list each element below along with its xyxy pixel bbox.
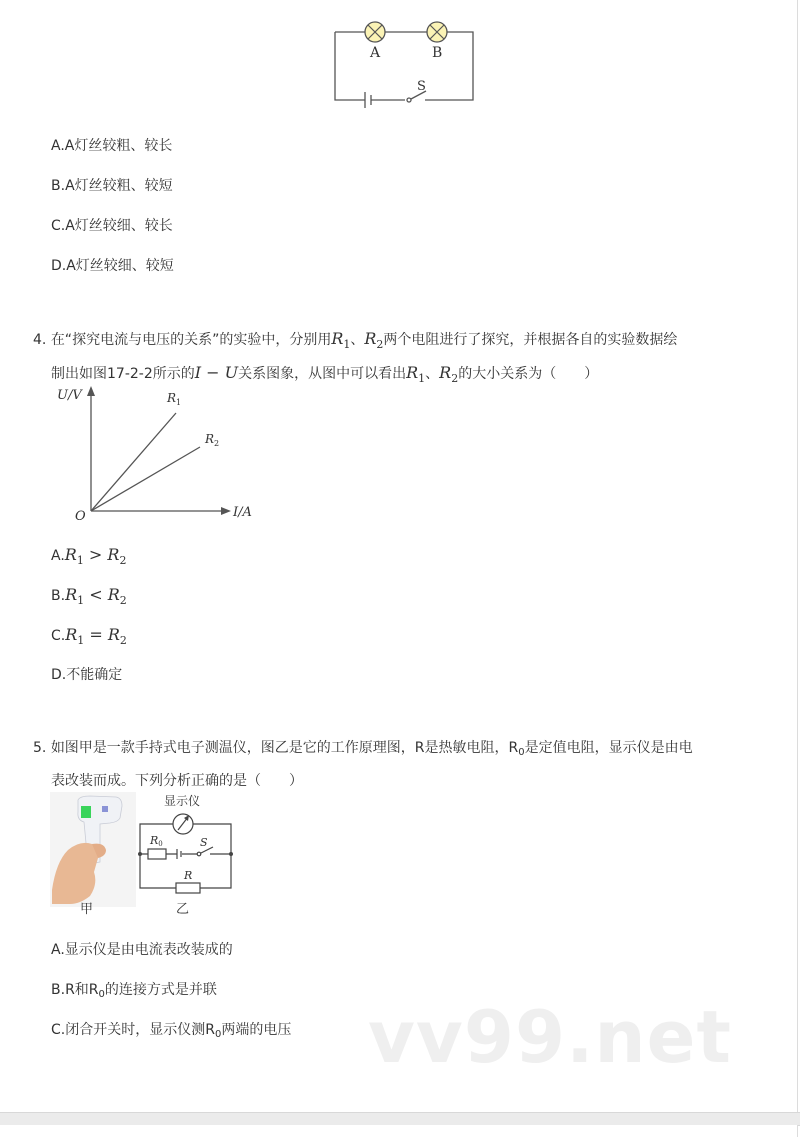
q3-option-d[interactable]: D.A灯丝较细、较短 <box>51 258 174 274</box>
svg-text:A: A <box>370 45 381 61</box>
svg-text:B: B <box>432 45 443 61</box>
q3-option-b[interactable]: B.A灯丝较粗、较短 <box>51 178 173 194</box>
q3-circuit-figure <box>325 15 485 110</box>
svg-text:R2: $R_2$ <box>205 432 220 448</box>
q3-option-c[interactable]: C.A灯丝较细、较长 <box>51 218 173 234</box>
svg-text:U/V: U/V <box>57 388 82 403</box>
svg-text:显示仪: 显示仪 <box>164 794 201 808</box>
q5-thermometer-figure <box>50 792 240 917</box>
q4-option-c[interactable]: $C.R_1 = R_2$ <box>51 625 127 648</box>
svg-text:S: S <box>200 836 208 849</box>
q5-option-b[interactable]: B.R和$R_0$的连接方式是并联 <box>51 982 217 1000</box>
svg-text:乙: 乙 <box>176 902 190 917</box>
q5-option-a[interactable]: A.显示仪是由电流表改装成的 <box>51 942 233 958</box>
svg-text:R0: R0 <box>150 834 163 848</box>
lamp-a-icon <box>365 22 385 42</box>
next-page-top <box>0 1125 798 1137</box>
svg-text:R: R <box>184 869 193 882</box>
svg-text:R1: $R_1$ <box>167 391 182 407</box>
q4-option-a[interactable]: $A.R_1 > R_2$ <box>51 545 127 568</box>
svg-text:S: S <box>417 79 426 94</box>
q4-option-d[interactable]: D.不能确定 <box>51 667 123 683</box>
q3-option-a[interactable]: A.A灯丝较粗、较长 <box>51 138 173 154</box>
q5-stem: 5. 如图甲是一款手持式电子测温仪，图乙是它的工作原理图，R是热敏电阻，$R_0$是定值电阻，显示仪是由电 表改装而成。下列分析正确的是（ ） <box>33 740 693 789</box>
q4-iu-graph <box>45 383 265 523</box>
svg-text:O: O <box>75 509 86 523</box>
q4-stem: 4. 在“探究电流与电压的关系”的实验中，分别用$R_1$、$R_2$两个电阻进行了探究，并根据各自的实验数据绘 制出如图17-2-2所示的I − U关系图象，从图中可以看出$R_1$、$R_2$的大小关系为（ ） <box>33 329 678 386</box>
watermark: vv99.net <box>368 995 732 1079</box>
thermometer-photo-icon <box>50 792 136 907</box>
svg-text:I/A: I/A <box>233 505 252 520</box>
q5-option-c[interactable]: C.闭合开关时，显示仪测$R_0$两端的电压 <box>51 1022 292 1040</box>
page-separator <box>0 1112 800 1126</box>
lamp-b-icon <box>427 22 447 42</box>
svg-text:甲: 甲 <box>80 902 94 917</box>
q4-option-b[interactable]: $B.R_1 < R_2$ <box>51 585 127 608</box>
